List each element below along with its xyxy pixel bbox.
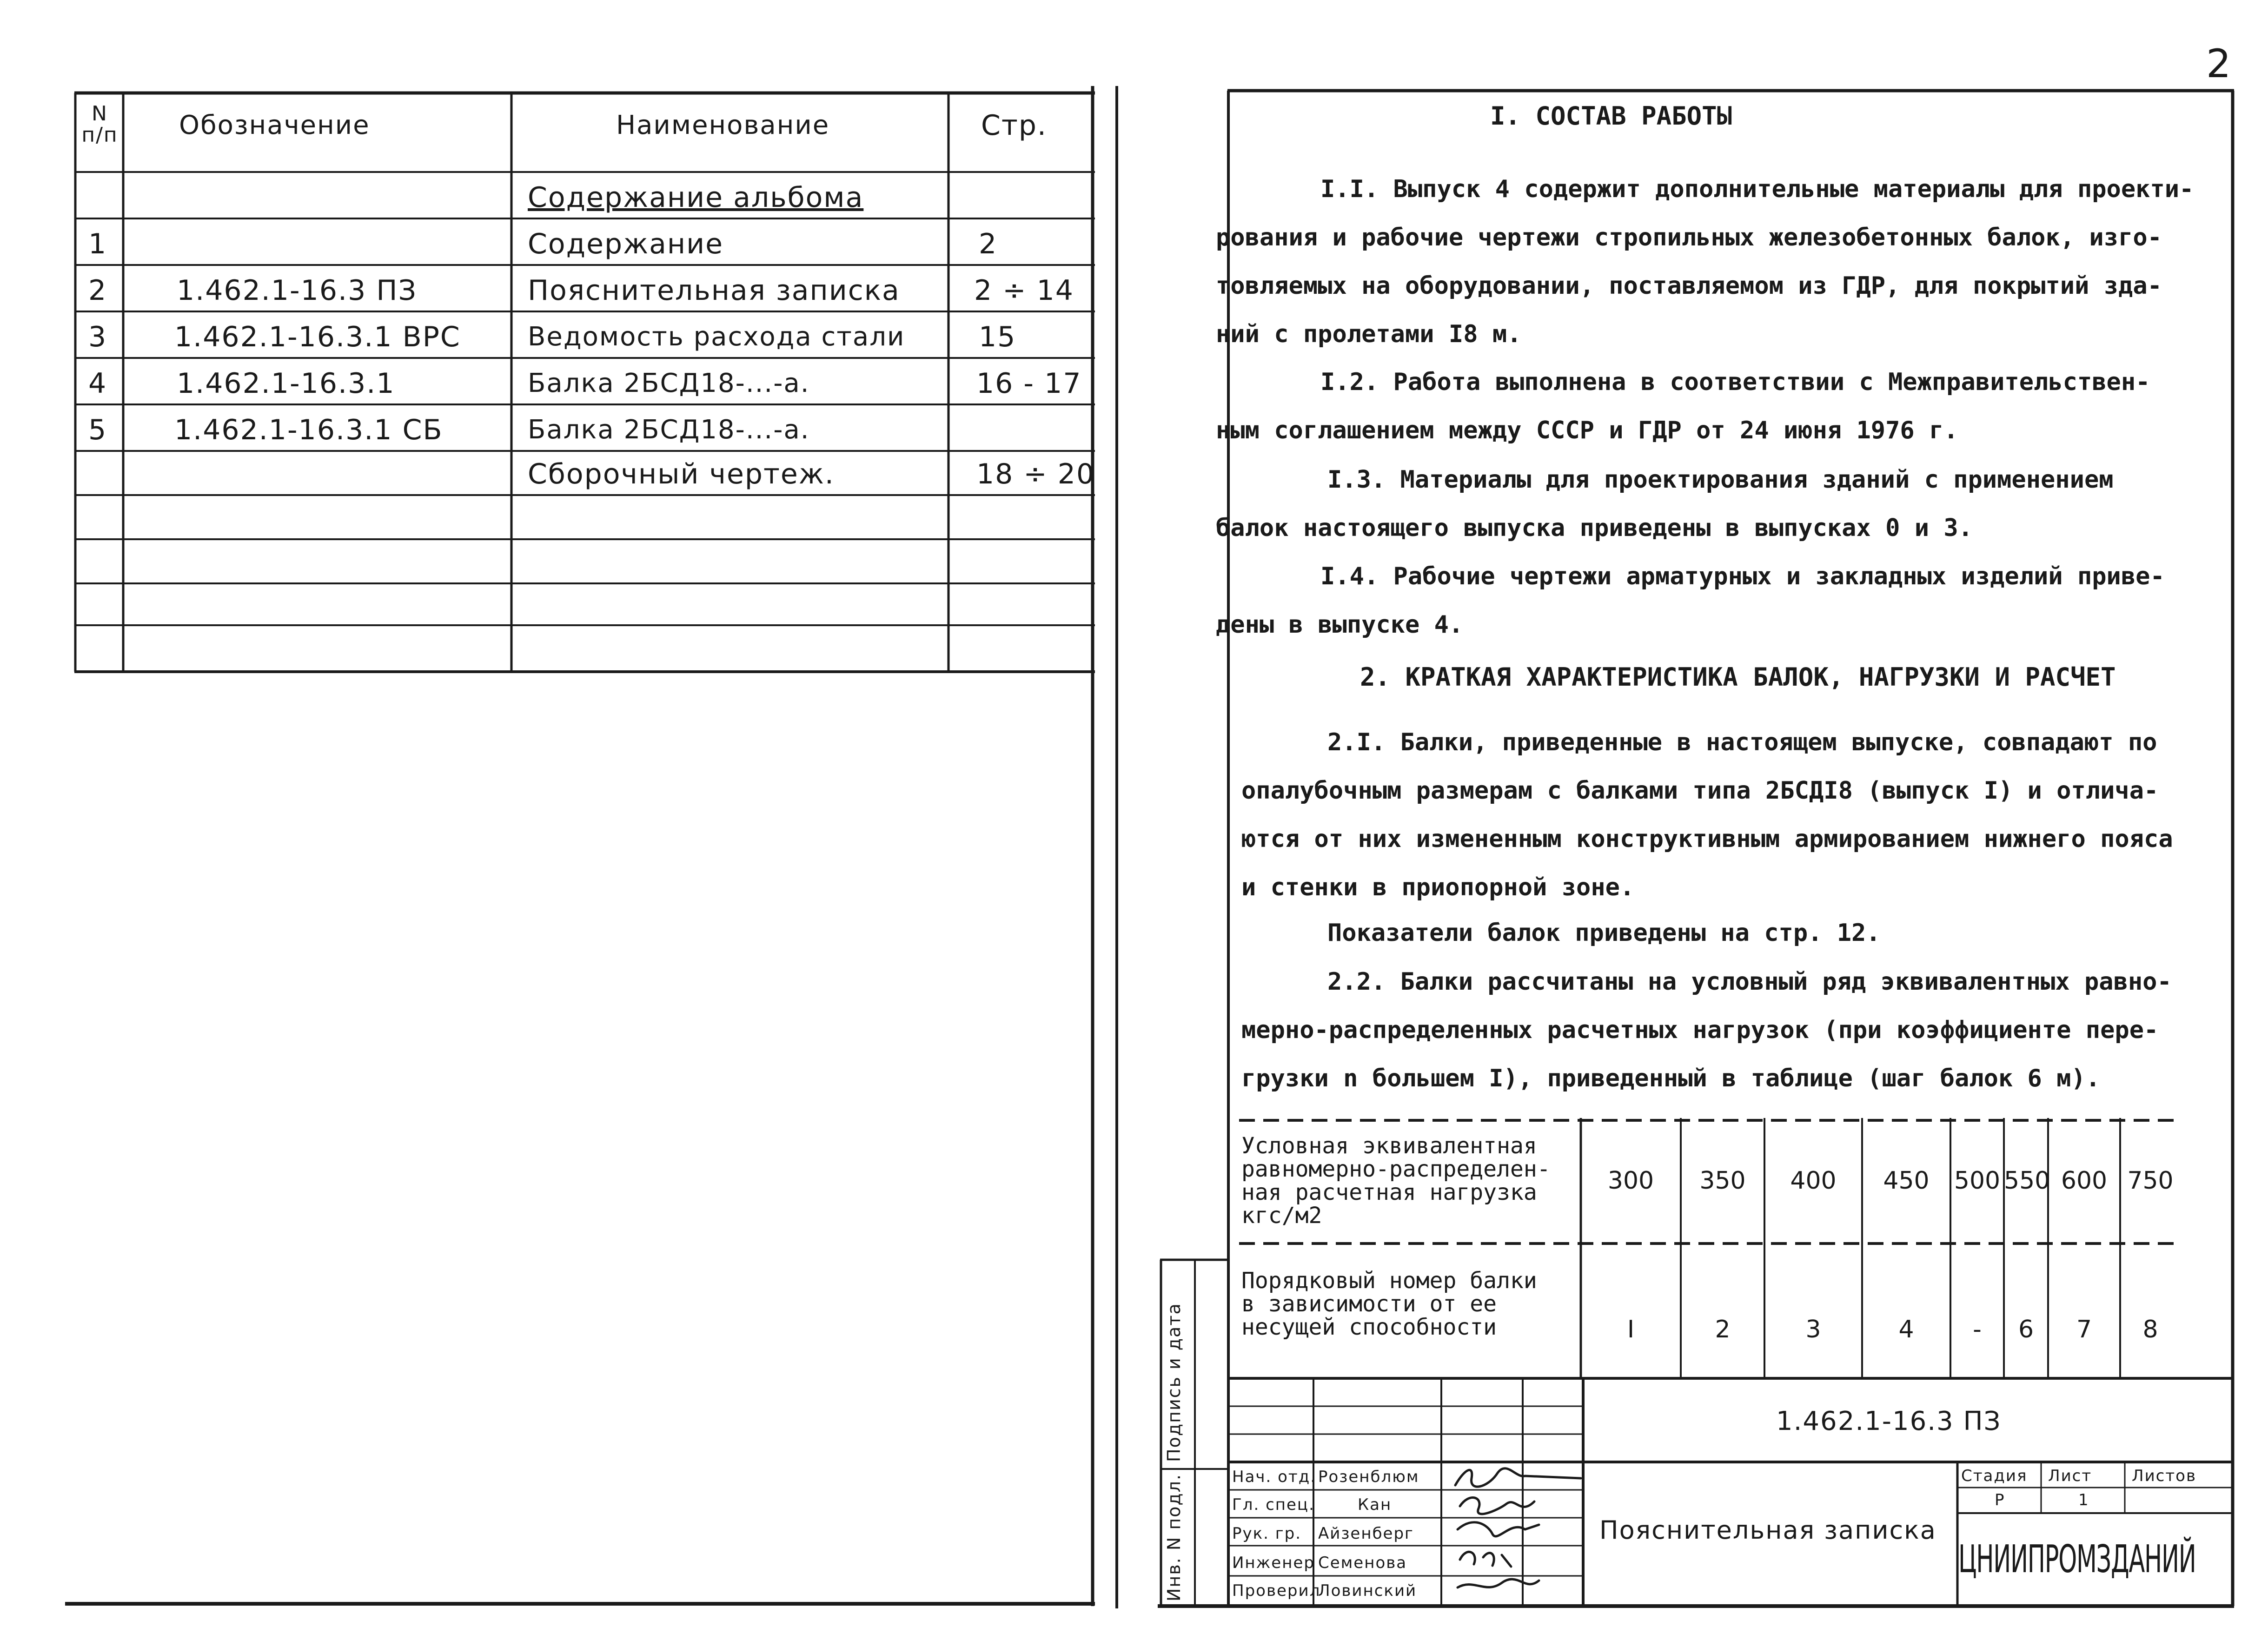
stage-label: Стадия [1961,1467,2028,1485]
contents-row-designation: 1.462.1-16.3 ПЗ [177,274,417,307]
sheet-label: Лист [2048,1467,2092,1485]
contents-row-designation: 1.462.1-16.3.1 ВРС [174,321,461,353]
contents-row-name: Сборочный чертеж. [528,458,835,490]
contents-row-number: 2 [88,274,107,307]
contents-row-name: Пояснительная записка [528,274,900,307]
contents-row-name: Содержание [528,228,724,260]
beam-number: 2 [1715,1316,1731,1343]
text-line: Показатели балок приведены на стр. 12. [1327,919,1881,947]
role-label: Гл. спец. [1232,1495,1315,1514]
paragraph-1-1 [1216,165,2192,358]
person-name: Розенблюм [1318,1468,1419,1486]
section-2-title: 2. КРАТКАЯ ХАРАКТЕРИСТИКА БАЛОК, НАГРУЗКИ И РАСЧЕТ [1360,662,2116,692]
paragraph-2-1 [1241,718,2218,912]
paragraph-2-2 [1241,958,2218,1103]
header-name: Наименование [616,110,830,140]
text-line: дены в выпуске 4. [1216,611,1464,639]
document-code: 1.462.1-16.3 ПЗ [1776,1406,2002,1436]
contents-row-name: Ведомость расхода стали [528,322,905,352]
header-designation: Обозначение [179,110,370,140]
person-name: Ловинский [1318,1581,1417,1600]
text-line: ний с пролетами I8 м. [1216,320,1522,348]
section-1-title: I. СОСТАВ РАБОТЫ [1490,101,1732,131]
load-value: 450 [1883,1167,1930,1195]
contents-row-number: 3 [88,321,107,353]
label-line: Условная эквивалентная [1241,1133,1537,1159]
paragraph-1-2 [1216,358,2192,455]
beam-number: 4 [1898,1316,1914,1343]
text-line: опалубочным размерам с балками типа 2БСДI8 (выпуск I) и отлича- [1241,777,2159,805]
person-name: Семенова [1318,1554,1407,1572]
contents-row-name: Содержание альбома [528,181,864,214]
beam-number-row-label [1241,1269,1537,1339]
text-line: грузки n большем I), приведенный в таблице (шаг балок 6 м). [1241,1065,2101,1092]
text-line: I.I. Выпуск 4 содержит дополнительные материалы для проекти- [1320,175,2194,203]
text-line: I.3. Материалы для проектирования зданий с применением [1327,466,2114,494]
person-name: Кан [1358,1495,1392,1514]
page-number: 2 [2206,41,2232,86]
paragraph-1-3 [1216,456,2192,552]
beam-number: 3 [1805,1316,1821,1343]
load-value: 600 [2061,1167,2108,1195]
role-label: Инженер [1232,1554,1315,1572]
text-line: 2.I. Балки, приведенные в настоящем выпуске, совпадают по [1327,728,2157,756]
label-line: кгс/м2 [1241,1203,1322,1229]
load-row-label [1241,1134,1551,1227]
paragraph-indicators [1327,909,2268,957]
contents-row-page: 16 - 17 [976,367,1082,400]
label-line: несущей способности [1241,1314,1497,1340]
stage-value: Р [1995,1491,2005,1509]
sheets-label: Листов [2132,1467,2197,1485]
label-line: ная расчетная нагрузка [1241,1179,1537,1205]
contents-row-page: 15 [979,321,1016,353]
text-line: балок настоящего выпуска приведены в выпусках 0 и 3. [1216,514,1973,542]
text-line: 2.2. Балки рассчитаны на условный ряд эквивалентных равно- [1327,968,2172,996]
contents-row-page: 2 [979,228,998,260]
contents-row-number: 4 [88,367,107,400]
signatures [1446,1460,1585,1604]
role-label: Проверил [1232,1581,1321,1600]
beam-number: I [1627,1316,1635,1343]
text-line: ются от них измененным конструктивным армированием нижнего пояса [1241,825,2173,853]
load-value: 750 [2127,1167,2174,1195]
contents-row-name: Балка 2БСД18-...-а. [528,368,810,398]
organization-name: ЦНИИПРОМЗДАНИЙ [1958,1537,2196,1581]
load-value: 350 [1699,1167,1746,1195]
contents-row-number: 1 [88,228,107,260]
person-name: Айзенберг [1318,1524,1414,1543]
text-line: ным соглашением между СССР и ГДР от 24 июня 1976 г. [1216,417,1958,444]
text-line: I.2. Работа выполнена в соответствии с Межправительствен- [1320,368,2150,396]
contents-row-page: 18 ÷ 20 [976,458,1095,490]
label-line: равномерно-распределен- [1241,1156,1551,1182]
text-line: I.4. Рабочие чертежи арматурных и закладных изделий приве- [1320,562,2165,590]
load-value: 550 [2004,1167,2050,1195]
paragraph-1-4 [1216,552,2192,649]
text-line: и стенки в приопорной зоне. [1241,873,1635,901]
beam-number: 8 [2142,1316,2158,1343]
text-line: рования и рабочие чертежи стропильных железобетонных балок, изго- [1216,224,2162,251]
load-value: 300 [1607,1167,1654,1195]
contents-row-page: 2 ÷ 14 [974,274,1074,307]
contents-row-designation: 1.462.1-16.3.1 СБ [174,414,443,446]
label-line: Порядковый номер балки [1241,1268,1537,1294]
header-page: Стр. [981,109,1048,142]
beam-number: 7 [2076,1316,2092,1343]
document-title: Пояснительная записка [1599,1515,1936,1545]
side-label-inventory: Инв. N подл. [1164,1473,1184,1601]
header-number: N п/п [81,102,118,147]
load-value: 500 [1954,1167,2001,1195]
label-line: в зависимости от ее [1241,1291,1497,1317]
beam-number: 6 [2018,1316,2034,1343]
contents-row-name: Балка 2БСД18-...-а. [528,415,810,445]
sheet-value: 1 [2078,1491,2089,1509]
contents-row-number: 5 [88,414,107,446]
text-line: товляемых на оборудовании, поставляемом из ГДР, для покрытий зда- [1216,272,2162,300]
load-value: 400 [1790,1167,1837,1195]
text-line: мерно-распределенных расчетных нагрузок (при коэффициенте пере- [1241,1016,2159,1044]
side-label-signature-date: Подпись и дата [1164,1303,1184,1462]
beam-number: - [1973,1316,1982,1343]
role-label: Рук. гр. [1232,1524,1302,1543]
role-label: Нач. отд. [1232,1468,1317,1486]
contents-row-designation: 1.462.1-16.3.1 [177,367,395,400]
